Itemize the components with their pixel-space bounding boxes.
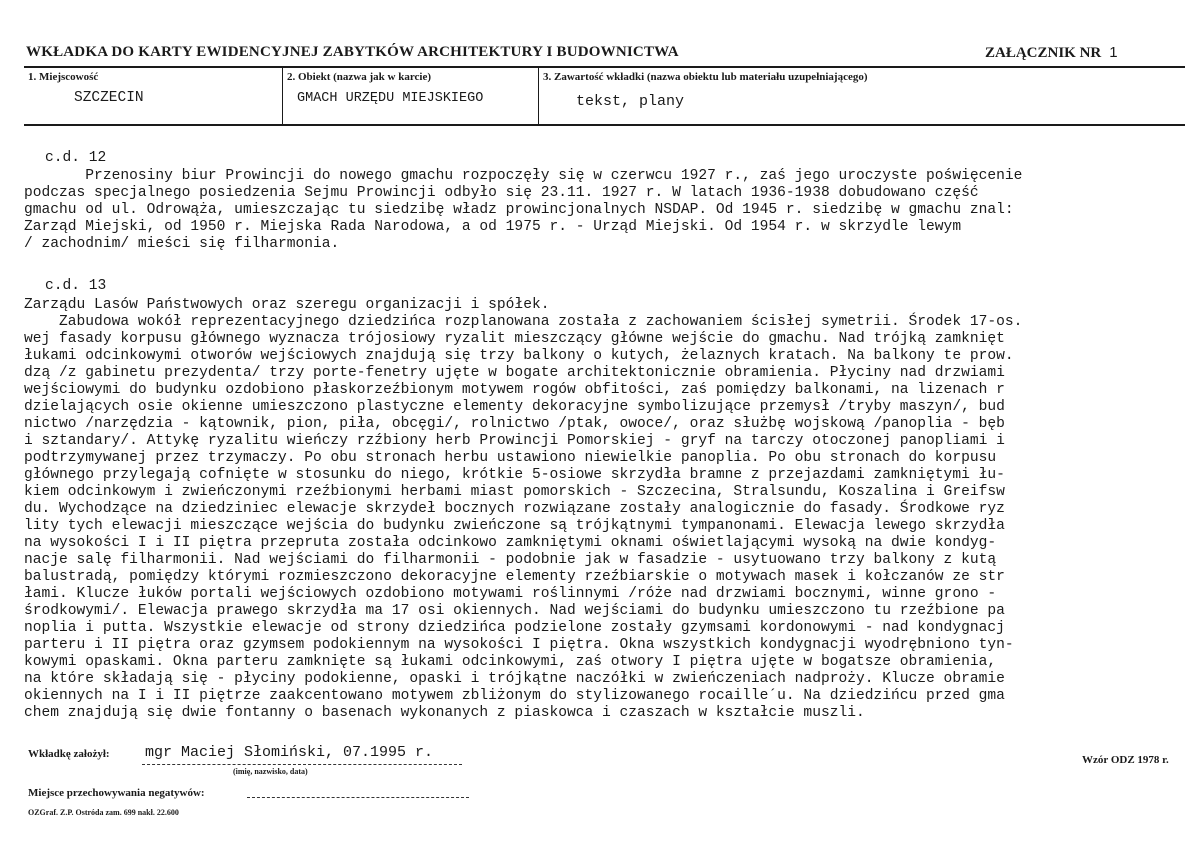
- content-value: tekst, plany: [576, 93, 685, 110]
- author-value: mgr Maciej Słomiński, 07.1995 r.: [145, 744, 434, 761]
- object-value: GMACH URZĘDU MIEJSKIEGO: [297, 91, 484, 106]
- section2-heading: c.d. 13: [45, 278, 107, 294]
- object-field: [283, 68, 539, 124]
- printer-info: OZGraf. Z.P. Ostróda zam. 699 nakł. 22.600: [28, 808, 179, 817]
- attachment-label: ZAŁĄCZNIK NR: [985, 45, 1102, 61]
- header-fields-table: [24, 66, 1185, 126]
- section2-text: Zarządu Lasów Państwowych oraz szeregu organizacji i spółek. Zabudowa wokół reprezentacyjnego dziedzińca rozplanowana została z zachowaniem ścisłej symetrii. Środek 17-os. wej fasady korpusu głównego wyznacza trójosiowy ryzalit mieszczący główne wejście do gmachu. Nad trójką zamknięt łukami odcinkowymi otworów wejściowych znajdują się trzy balkony o kutych, żelaznych kratach. Na balkony te prow. dzą /z gabinetu prezydenta/ trzy porte-fenetry ujęte w bogate architektonicznie obramienia. Płyciny nad drzwiami wejściowymi do budynku ozdobiono płaskorzeźbionym motywem rogów obfitości, zaś pomiędzy balkonami, na lizenach r dzielających osie okienne umieszczono plastyczne elementy dekoracyjne symbolizujące przemysł /tryby maszyn/, bud nictwo /narzędzia - kątownik, pion, piła, obcęgi/, rolnictwo /ptak, owoce/, oraz służbę wojskową /panoplia - bęb i sztandary/. Attykę ryzalitu wieńczy rzźbiony herb Prowincji Pomorskiej - gryf na tarczy otoczonej panopliami i podtrzymywanej przez trzymaczy. Po obu stronach herbu ustawiono niewielkie panoplia. Po obu stronach do korpusu głównego przylegają cofnięte w stosunku do niego, krótkie 5-osiowe skrzydła bramne z przejazdami zamkniętymi łu- kiem odcinkowym i zwieńczonymi rzeźbionymi herbami miast pomorskich - Szczecina, Stralsundu, Koszalina i Greifsw du. Wychodzące na dziedziniec elewacje skrzydeł bocznych rozwiązane zostały analogicznie do fasady. Środkowe ryz lity tych elewacji mieszczące wejścia do budynku zwieńczone są trójkątnymi tympanonami. Elewacja lewego skrzydła na wysokości I i II piętra przepruta została odcinkowo zamkniętymi oknami oświetlającymi wysoką na dwie kondyg- nacje salę filharmonii. Nad wejściami do filharmonii - podobnie jak w fasadzie - usytuowano trzy balkony z kutą balustradą, pomiędzy którymi rozmieszczono dekoracyjne elementy rzeźbiarskie o motywach masek i kołczanów ze str łami. Klucze łuków portali wejściowych ozdobiono motywami roślinnymi /róże nad drzwiami bocznymi, winne grono - środkowymi/. Elewacja prawego skrzydła ma 17 osi okiennych. Nad wejściami do budynku umieszczono tu rzeźbione pa noplia i putta. Wszystkie elewacje od strony dziedzińca podzielone zostały gzymsami kordonowymi - nad kondygnacj parteru i II piętra oraz gzymsem podokiennym na wysokości I piętra. Okna wszystkich kondygnacji wyodrębniono tyn- kowymi opaskami. Okna parteru zamknięte są łukami odcinkowymi, zaś otwory I piętra ujęte w bogatsze obramienia, na które składają się - płyciny podokienne, opaski i trójkątne naczółki w zwieńczeniach nadproży. Klucze obramie okiennych na I i II piętrze zaakcentowano motywem zbliżonym do stylizowanego rocaille´u. Na dziedzińcu przed gma chem znajdują się dwie fontanny o basenach wykonanych z piaskowca i czaszach w kształcie muszli.: [24, 297, 1023, 721]
- attachment-number-value: 1: [1109, 44, 1118, 61]
- form-code: Wzór ODZ 1978 r.: [1082, 754, 1169, 766]
- author-sublabel: (imię, nazwisko, data): [233, 767, 308, 776]
- attachment-number: [985, 44, 1118, 62]
- place-field: [24, 68, 283, 124]
- content-label: 3. Zawartość wkładki (nazwa obiektu lub materiału uzupełniającego): [543, 71, 868, 83]
- storage-underline: [247, 797, 469, 798]
- place-value: SZCZECIN: [74, 90, 144, 106]
- storage-label: Miejsce przechowywania negatywów:: [28, 787, 205, 799]
- place-label: 1. Miejscowość: [28, 71, 99, 83]
- section1-text: Przenosiny biur Prowincji do nowego gmachu rozpoczęły się w czerwcu 1927 r., zaś jego uroczyste poświęcenie podczas specjalnego posiedzenia Sejmu Prowincji odbyło się 23.11. 1927 r. W latach 1936-1938 dobudowano część gmachu od ul. Odrowąża, umieszczając tu siedzibę władz prowincjonalnych NSDAP. Od 1945 r. siedzibę w gmachu znal: Zarząd Miejski, od 1950 r. Miejska Rada Narodowa, a od 1975 r. - Urząd Miejski. Od 1954 r. w skrzydle lewym / zachodnim/ mieści się filharmonia.: [24, 168, 1023, 252]
- author-underline: [142, 764, 462, 765]
- author-label: Wkładkę założył:: [28, 748, 110, 760]
- content-field: [539, 68, 1185, 124]
- document-title: WKŁADKA DO KARTY EWIDENCYJNEJ ZABYTKÓW ARCHITEKTURY I BUDOWNICTWA: [26, 44, 679, 60]
- object-label: 2. Obiekt (nazwa jak w karcie): [287, 71, 432, 83]
- section1-heading: c.d. 12: [45, 150, 107, 166]
